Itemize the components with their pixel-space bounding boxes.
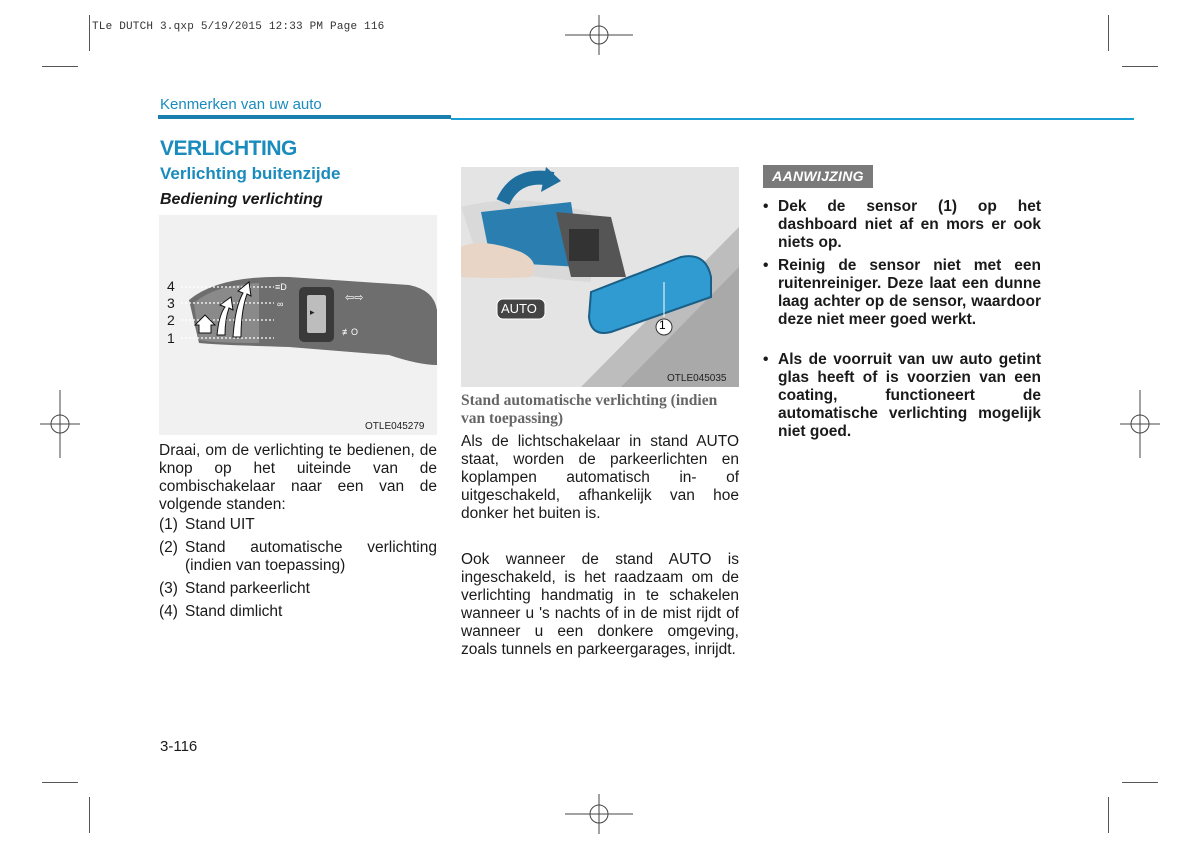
- note-bullet: [763, 198, 1041, 252]
- auto-badge-label: AUTO: [501, 301, 537, 316]
- header-rule: [158, 115, 451, 119]
- auto-sensor-illustration: [461, 167, 739, 387]
- note-bullet: [763, 257, 1041, 329]
- svg-text:≡D: ≡D: [275, 282, 287, 292]
- auto-light-figure: [461, 167, 739, 387]
- position-label-1: 1: [167, 330, 175, 346]
- position-label-2: 2: [167, 312, 175, 328]
- position-label-3: 3: [167, 295, 175, 311]
- svg-text:▸: ▸: [310, 307, 315, 317]
- list-item-num: (4): [159, 603, 178, 620]
- list-item-text: Stand automatische verlichting (indien van toepassing): [185, 539, 437, 574]
- auto-mode-paragraph-2: Ook wanneer de stand AUTO is ingeschakeld, is het raadzaam om de verlichting handmatig in te schakelen wanneer u 's nachts of in de mist rijdt of wanneer u een donkere omgeving, zoals tunnels en parkeergarages, inrijdt.: [461, 551, 739, 658]
- note-bullet: [763, 351, 1041, 441]
- figure-caption: OTLE045279: [365, 421, 425, 432]
- printer-slug: TLe DUTCH 3.qxp 5/19/2015 12:33 PM Page 116: [92, 21, 385, 33]
- page-number: 3-116: [160, 738, 198, 755]
- note-bullet-text: Als de voorruit van uw auto getint glas heeft of is voorzien van een coating, functioneert de automatische verlichting mogelijk niet goed.: [778, 351, 1041, 440]
- list-item-num: (3): [159, 580, 178, 597]
- page-title: VERLICHTING: [160, 137, 297, 160]
- list-item-text: Stand UIT: [185, 516, 255, 533]
- header-rule-extension: [451, 118, 1134, 120]
- note-bullet-text: Reinig de sensor niet met een ruitenreiniger. Deze laat een dunne laag achter op de sensor, waardoor deze niet meer goed werkt.: [778, 257, 1041, 328]
- svg-text:≢O: ≢O: [342, 327, 359, 337]
- note-badge: AANWIJZING: [763, 165, 873, 188]
- bullet-dot: •: [763, 257, 769, 274]
- light-switch-figure: [159, 215, 437, 435]
- svg-text:∞: ∞: [277, 299, 284, 309]
- section-header: Kenmerken van uw auto: [160, 96, 322, 113]
- auto-mode-heading: Stand automatische verlichting (indien van toepassing): [461, 392, 718, 427]
- sensor-callout: 1: [659, 318, 666, 332]
- list-item-text: Stand parkeerlicht: [185, 580, 310, 597]
- list-item-num: (1): [159, 516, 178, 533]
- section-subtitle: Verlichting buitenzijde: [160, 164, 341, 183]
- list-item-num: (2): [159, 539, 178, 556]
- figure-caption: OTLE045035: [667, 373, 727, 384]
- svg-text:⇦⇨: ⇦⇨: [345, 292, 364, 304]
- intro-paragraph: Draai, om de verlichting te bedienen, de knop op het uiteinde van de combischakelaar naar een van de volgende standen:: [159, 442, 437, 513]
- note-bullet-text: Dek de sensor (1) op het dashboard niet af en mors er ook niets op.: [778, 198, 1041, 251]
- bullet-dot: •: [763, 351, 769, 368]
- combination-switch-illustration: [159, 215, 437, 435]
- position-label-4: 4: [167, 278, 175, 294]
- bullet-dot: •: [763, 198, 769, 215]
- list-item-text: Stand dimlicht: [185, 603, 283, 620]
- auto-mode-paragraph-1: Als de lichtschakelaar in stand AUTO staat, worden de parkeerlichten en koplampen automatisch in- of uitgeschakeld, afhankelijk van hoe donker het buiten is.: [461, 433, 739, 522]
- subsection-title: Bediening verlichting: [160, 191, 323, 208]
